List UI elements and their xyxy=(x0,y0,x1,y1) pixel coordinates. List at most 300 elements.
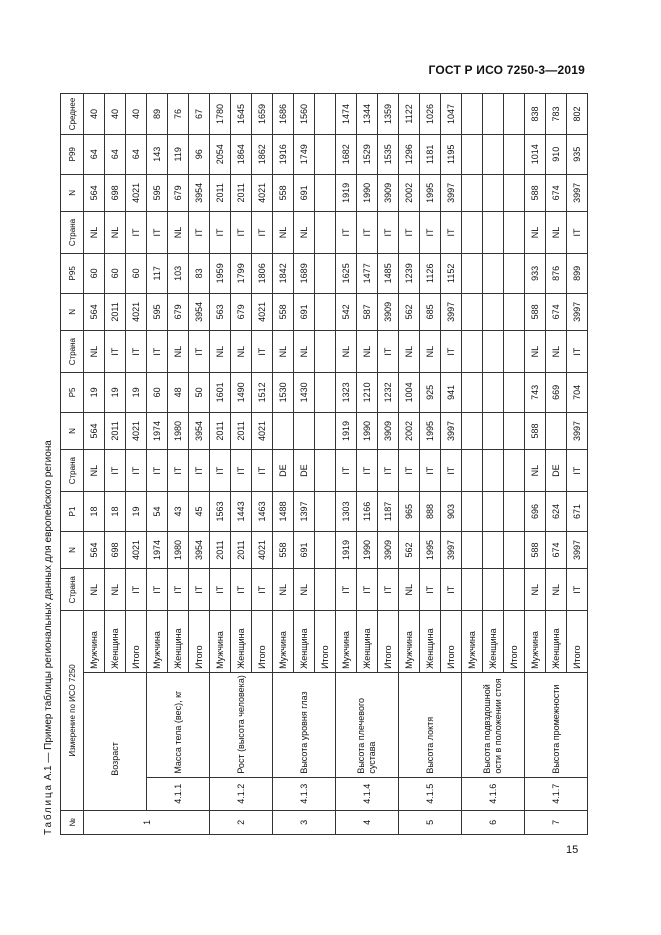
data-cell: 103 xyxy=(168,253,189,293)
data-cell: NL xyxy=(105,212,126,254)
data-cell: 2011 xyxy=(210,412,231,449)
data-cell: IT xyxy=(441,212,462,254)
data-cell xyxy=(462,373,483,413)
data-cell xyxy=(483,253,504,293)
data-cell: 1959 xyxy=(210,253,231,293)
data-cell xyxy=(483,492,504,532)
data-cell: 40 xyxy=(105,94,126,135)
data-cell xyxy=(315,331,336,373)
measurement-code: 4.1.1 xyxy=(147,777,210,810)
data-cell xyxy=(315,531,336,568)
data-cell: 3997 xyxy=(441,293,462,330)
data-cell: 3997 xyxy=(441,174,462,211)
data-cell: 1529 xyxy=(357,134,378,174)
data-cell: 562 xyxy=(399,531,420,568)
data-cell: 1485 xyxy=(378,253,399,293)
row-sub-label: Итого xyxy=(567,611,588,673)
data-cell: 3997 xyxy=(441,412,462,449)
data-cell: 1210 xyxy=(357,373,378,413)
data-cell: 595 xyxy=(147,293,168,330)
data-cell: 685 xyxy=(420,293,441,330)
data-cell: IT xyxy=(378,212,399,254)
data-cell: 1780 xyxy=(210,94,231,135)
col-header: N xyxy=(61,412,84,449)
data-cell: 1152 xyxy=(441,253,462,293)
data-cell: 4021 xyxy=(126,412,147,449)
data-cell xyxy=(462,531,483,568)
data-cell: 1232 xyxy=(378,373,399,413)
data-cell: 2011 xyxy=(210,174,231,211)
data-cell: 1535 xyxy=(378,134,399,174)
data-cell: NL xyxy=(525,331,546,373)
data-cell: NL xyxy=(294,212,315,254)
data-cell: IT xyxy=(189,331,210,373)
data-cell: IT xyxy=(147,331,168,373)
row-sub-label: Итого xyxy=(504,611,525,673)
data-cell: IT xyxy=(441,331,462,373)
caption-table-word: Таблица xyxy=(43,783,54,835)
data-cell: 3997 xyxy=(567,174,588,211)
data-cell xyxy=(462,412,483,449)
data-cell: NL xyxy=(399,569,420,611)
data-cell: NL xyxy=(168,212,189,254)
data-cell: IT xyxy=(105,450,126,492)
data-cell: NL xyxy=(84,331,105,373)
row-sub-label: Женщина xyxy=(294,611,315,673)
col-header: N xyxy=(61,531,84,568)
row-sub-label: Женщина xyxy=(546,611,567,673)
data-cell: 3997 xyxy=(567,531,588,568)
col-header: Страна xyxy=(61,569,84,611)
data-cell: 1181 xyxy=(420,134,441,174)
data-cell: 564 xyxy=(84,174,105,211)
data-cell: 1344 xyxy=(357,94,378,135)
data-cell: IT xyxy=(231,450,252,492)
data-cell: 1749 xyxy=(294,134,315,174)
data-cell: 558 xyxy=(273,531,294,568)
data-cell: 1995 xyxy=(420,412,441,449)
row-sub-label: Женщина xyxy=(168,611,189,673)
data-cell: 2011 xyxy=(105,412,126,449)
data-cell xyxy=(483,569,504,611)
col-header: Страна xyxy=(61,212,84,254)
data-cell xyxy=(462,492,483,532)
data-cell xyxy=(315,492,336,532)
data-cell: 54 xyxy=(147,492,168,532)
row-sub-label: Итого xyxy=(441,611,462,673)
data-cell: IT xyxy=(189,569,210,611)
data-cell: 674 xyxy=(546,174,567,211)
data-cell: IT xyxy=(399,212,420,254)
data-cell: IT xyxy=(567,212,588,254)
measurement-name: Высота плечевого сустава xyxy=(336,672,399,777)
col-header: P5 xyxy=(61,373,84,413)
data-cell: IT xyxy=(378,331,399,373)
data-cell: 933 xyxy=(525,253,546,293)
row-sub-label: Мужчина xyxy=(525,611,546,673)
data-cell: 1689 xyxy=(294,253,315,293)
data-cell: 1474 xyxy=(336,94,357,135)
data-cell xyxy=(483,373,504,413)
data-cell: 696 xyxy=(525,492,546,532)
data-cell: 1645 xyxy=(231,94,252,135)
data-cell: 1488 xyxy=(273,492,294,532)
data-cell xyxy=(462,253,483,293)
data-cell xyxy=(462,569,483,611)
data-cell: 1919 xyxy=(336,174,357,211)
data-cell: 1625 xyxy=(336,253,357,293)
data-cell: 1995 xyxy=(420,531,441,568)
data-cell: 1980 xyxy=(168,412,189,449)
data-cell xyxy=(504,94,525,135)
measurement-name: Высота подвздошной ости в положении стоя xyxy=(462,672,525,777)
data-cell: 89 xyxy=(147,94,168,135)
data-cell: 2011 xyxy=(231,174,252,211)
data-cell: IT xyxy=(189,450,210,492)
data-cell xyxy=(315,569,336,611)
row-sub-label: Женщина xyxy=(483,611,504,673)
data-cell: 588 xyxy=(525,293,546,330)
row-sub-label: Мужчина xyxy=(336,611,357,673)
data-cell: NL xyxy=(273,331,294,373)
data-cell xyxy=(462,174,483,211)
data-cell: 910 xyxy=(546,134,567,174)
data-cell: NL xyxy=(168,331,189,373)
data-cell: 4021 xyxy=(126,531,147,568)
data-cell xyxy=(504,174,525,211)
data-cell: 19 xyxy=(126,373,147,413)
measurement-name: Высота промежности xyxy=(525,672,588,777)
data-cell: 1239 xyxy=(399,253,420,293)
row-sub-label: Мужчина xyxy=(462,611,483,673)
data-cell: NL xyxy=(84,569,105,611)
data-cell: 50 xyxy=(189,373,210,413)
data-cell: 743 xyxy=(525,373,546,413)
col-header: P1 xyxy=(61,492,84,532)
data-cell xyxy=(504,450,525,492)
data-cell: 564 xyxy=(84,293,105,330)
data-cell: 941 xyxy=(441,373,462,413)
data-cell: 1047 xyxy=(441,94,462,135)
row-sub-label: Женщина xyxy=(357,611,378,673)
data-cell xyxy=(504,373,525,413)
data-cell xyxy=(504,531,525,568)
data-cell: NL xyxy=(525,450,546,492)
data-cell: 965 xyxy=(399,492,420,532)
data-cell: 704 xyxy=(567,373,588,413)
data-cell: 1990 xyxy=(357,412,378,449)
data-cell: 1601 xyxy=(210,373,231,413)
data-cell: IT xyxy=(126,331,147,373)
data-cell: 67 xyxy=(189,94,210,135)
data-cell: NL xyxy=(546,569,567,611)
table-row xyxy=(525,94,546,835)
table-row xyxy=(210,94,231,835)
data-cell: IT xyxy=(126,450,147,492)
data-cell: 1916 xyxy=(273,134,294,174)
table-caption xyxy=(43,440,54,835)
data-cell: 1014 xyxy=(525,134,546,174)
data-cell: 1187 xyxy=(378,492,399,532)
row-sub-label: Итого xyxy=(252,611,273,673)
data-cell xyxy=(315,212,336,254)
row-sub-label: Мужчина xyxy=(84,611,105,673)
data-cell: 802 xyxy=(567,94,588,135)
data-cell: NL xyxy=(273,212,294,254)
data-cell: NL xyxy=(84,212,105,254)
data-cell: 2002 xyxy=(399,412,420,449)
data-cell xyxy=(504,492,525,532)
data-cell: NL xyxy=(231,331,252,373)
data-cell xyxy=(504,212,525,254)
data-cell xyxy=(483,174,504,211)
data-cell: 691 xyxy=(294,531,315,568)
data-cell: 1323 xyxy=(336,373,357,413)
data-cell: NL xyxy=(399,331,420,373)
measurement-code: 4.1.6 xyxy=(462,777,525,810)
col-header: Страна xyxy=(61,450,84,492)
data-cell: 588 xyxy=(525,531,546,568)
data-cell: 595 xyxy=(147,174,168,211)
data-cell: IT xyxy=(210,212,231,254)
data-cell: 783 xyxy=(546,94,567,135)
row-sub-label: Итого xyxy=(126,611,147,673)
data-cell: NL xyxy=(546,331,567,373)
data-cell: 3909 xyxy=(378,412,399,449)
data-cell: IT xyxy=(189,212,210,254)
data-cell: 1974 xyxy=(147,531,168,568)
data-cell: 542 xyxy=(336,293,357,330)
data-cell: IT xyxy=(252,331,273,373)
data-cell xyxy=(504,569,525,611)
data-cell xyxy=(462,331,483,373)
measurement-code: 4.1.2 xyxy=(210,777,273,810)
data-cell: 1990 xyxy=(357,174,378,211)
data-cell: 691 xyxy=(294,174,315,211)
data-cell: 43 xyxy=(168,492,189,532)
data-cell: 1919 xyxy=(336,531,357,568)
row-sub-label: Мужчина xyxy=(273,611,294,673)
rotated-table-block xyxy=(43,93,584,835)
data-cell: 4021 xyxy=(252,531,273,568)
data-cell: 674 xyxy=(546,531,567,568)
data-cell: 888 xyxy=(420,492,441,532)
data-cell: IT xyxy=(399,450,420,492)
data-cell: DE xyxy=(273,450,294,492)
data-cell: IT xyxy=(168,569,189,611)
col-header: Среднее xyxy=(61,94,84,135)
data-cell: NL xyxy=(294,569,315,611)
data-cell: 2011 xyxy=(105,293,126,330)
data-cell: 4021 xyxy=(252,412,273,449)
data-cell: IT xyxy=(252,569,273,611)
data-cell: NL xyxy=(273,569,294,611)
data-cell xyxy=(462,212,483,254)
data-cell: 1126 xyxy=(420,253,441,293)
data-cell: 587 xyxy=(357,293,378,330)
data-cell: 2002 xyxy=(399,174,420,211)
data-cell: 564 xyxy=(84,412,105,449)
data-cell xyxy=(315,293,336,330)
data-cell: IT xyxy=(210,569,231,611)
data-cell: 19 xyxy=(126,492,147,532)
data-cell: 698 xyxy=(105,531,126,568)
data-cell: 4021 xyxy=(126,293,147,330)
table-row xyxy=(147,94,168,835)
data-cell: 3954 xyxy=(189,174,210,211)
data-cell: 19 xyxy=(84,373,105,413)
table-row xyxy=(84,94,105,835)
measurement-code: 4.1.4 xyxy=(336,777,399,810)
data-cell: 1659 xyxy=(252,94,273,135)
data-cell: 1686 xyxy=(273,94,294,135)
data-cell: IT xyxy=(420,569,441,611)
data-cell: 1122 xyxy=(399,94,420,135)
data-cell: 2011 xyxy=(231,412,252,449)
data-cell: 3997 xyxy=(441,531,462,568)
data-cell: 3909 xyxy=(378,531,399,568)
data-cell: IT xyxy=(420,450,441,492)
data-cell: IT xyxy=(336,212,357,254)
data-cell: NL xyxy=(105,569,126,611)
data-cell: 1443 xyxy=(231,492,252,532)
data-cell xyxy=(315,412,336,449)
data-cell: 564 xyxy=(84,531,105,568)
data-cell: IT xyxy=(567,450,588,492)
data-cell: IT xyxy=(357,212,378,254)
data-cell: 558 xyxy=(273,293,294,330)
data-cell: 674 xyxy=(546,293,567,330)
data-cell: 1359 xyxy=(378,94,399,135)
data-cell: 119 xyxy=(168,134,189,174)
data-cell: 1463 xyxy=(252,492,273,532)
data-cell: 3997 xyxy=(567,412,588,449)
data-cell xyxy=(546,412,567,449)
data-cell xyxy=(462,450,483,492)
data-cell xyxy=(483,212,504,254)
data-cell: 64 xyxy=(126,134,147,174)
measurement-name: Масса тела (вес), кг xyxy=(147,672,210,777)
data-cell: 3909 xyxy=(378,174,399,211)
row-number: 1 xyxy=(84,810,210,834)
data-cell: 1682 xyxy=(336,134,357,174)
data-cell: DE xyxy=(294,450,315,492)
data-cell xyxy=(315,373,336,413)
row-sub-label: Мужчина xyxy=(399,611,420,673)
data-cell: 18 xyxy=(84,492,105,532)
data-cell: 4021 xyxy=(252,293,273,330)
data-cell xyxy=(483,94,504,135)
data-cell: 1004 xyxy=(399,373,420,413)
data-cell: 143 xyxy=(147,134,168,174)
data-cell: NL xyxy=(525,212,546,254)
data-cell: 1799 xyxy=(231,253,252,293)
data-cell xyxy=(294,412,315,449)
data-cell: 876 xyxy=(546,253,567,293)
row-number: 5 xyxy=(399,810,462,834)
data-cell: 1990 xyxy=(357,531,378,568)
data-cell: NL xyxy=(294,331,315,373)
data-cell xyxy=(315,94,336,135)
data-cell: 1864 xyxy=(231,134,252,174)
data-cell: 588 xyxy=(525,412,546,449)
data-cell xyxy=(462,293,483,330)
row-number: 6 xyxy=(462,810,525,834)
data-cell: 1490 xyxy=(231,373,252,413)
measurement-name: Рост (высота человека) xyxy=(210,672,273,777)
data-cell xyxy=(483,293,504,330)
data-cell: IT xyxy=(357,569,378,611)
data-cell: 903 xyxy=(441,492,462,532)
data-cell: IT xyxy=(378,450,399,492)
data-cell: IT xyxy=(567,569,588,611)
data-cell xyxy=(315,253,336,293)
row-sub-label: Итого xyxy=(315,611,336,673)
data-cell xyxy=(273,412,294,449)
document-header: ГОСТ Р ИСО 7250-3—2019 xyxy=(428,63,585,77)
data-cell: 2011 xyxy=(231,531,252,568)
data-cell: 562 xyxy=(399,293,420,330)
data-cell: 1195 xyxy=(441,134,462,174)
measurement-code: 4.1.5 xyxy=(399,777,462,810)
data-cell: IT xyxy=(378,569,399,611)
data-cell: IT xyxy=(168,450,189,492)
data-cell: 3954 xyxy=(189,412,210,449)
data-cell: 669 xyxy=(546,373,567,413)
data-cell xyxy=(483,331,504,373)
data-cell xyxy=(504,253,525,293)
data-cell: 935 xyxy=(567,134,588,174)
data-cell: 1296 xyxy=(399,134,420,174)
row-number: 2 xyxy=(210,810,273,834)
data-cell: NL xyxy=(546,212,567,254)
data-cell: 679 xyxy=(168,293,189,330)
measurement-name: Высота локтя xyxy=(399,672,462,777)
data-cell xyxy=(483,412,504,449)
data-cell: 64 xyxy=(105,134,126,174)
data-cell: 96 xyxy=(189,134,210,174)
data-cell: 117 xyxy=(147,253,168,293)
data-cell: IT xyxy=(336,569,357,611)
row-sub-label: Женщина xyxy=(420,611,441,673)
caption-text: А.1 — Пример таблицы региональных данных для европейского региона xyxy=(43,440,54,784)
data-cell xyxy=(462,94,483,135)
col-header: P99 xyxy=(61,134,84,174)
col-header: N xyxy=(61,174,84,211)
data-cell: NL xyxy=(357,331,378,373)
table-head xyxy=(61,94,84,835)
data-cell: 838 xyxy=(525,94,546,135)
regional-data-table xyxy=(60,93,588,835)
data-cell: IT xyxy=(210,450,231,492)
data-cell: IT xyxy=(441,450,462,492)
col-header-measurement: Измерение по ИСО 7250 xyxy=(61,611,84,811)
data-cell: 1430 xyxy=(294,373,315,413)
data-cell: NL xyxy=(84,450,105,492)
data-cell: 691 xyxy=(294,293,315,330)
data-cell: NL xyxy=(525,569,546,611)
data-cell: 2011 xyxy=(210,531,231,568)
data-cell: IT xyxy=(126,212,147,254)
row-sub-label: Женщина xyxy=(105,611,126,673)
data-cell: 45 xyxy=(189,492,210,532)
data-cell: IT xyxy=(252,450,273,492)
row-number: 3 xyxy=(273,810,336,834)
data-cell: 1530 xyxy=(273,373,294,413)
table-row xyxy=(462,94,483,835)
data-cell: 1477 xyxy=(357,253,378,293)
table-row xyxy=(273,94,294,835)
